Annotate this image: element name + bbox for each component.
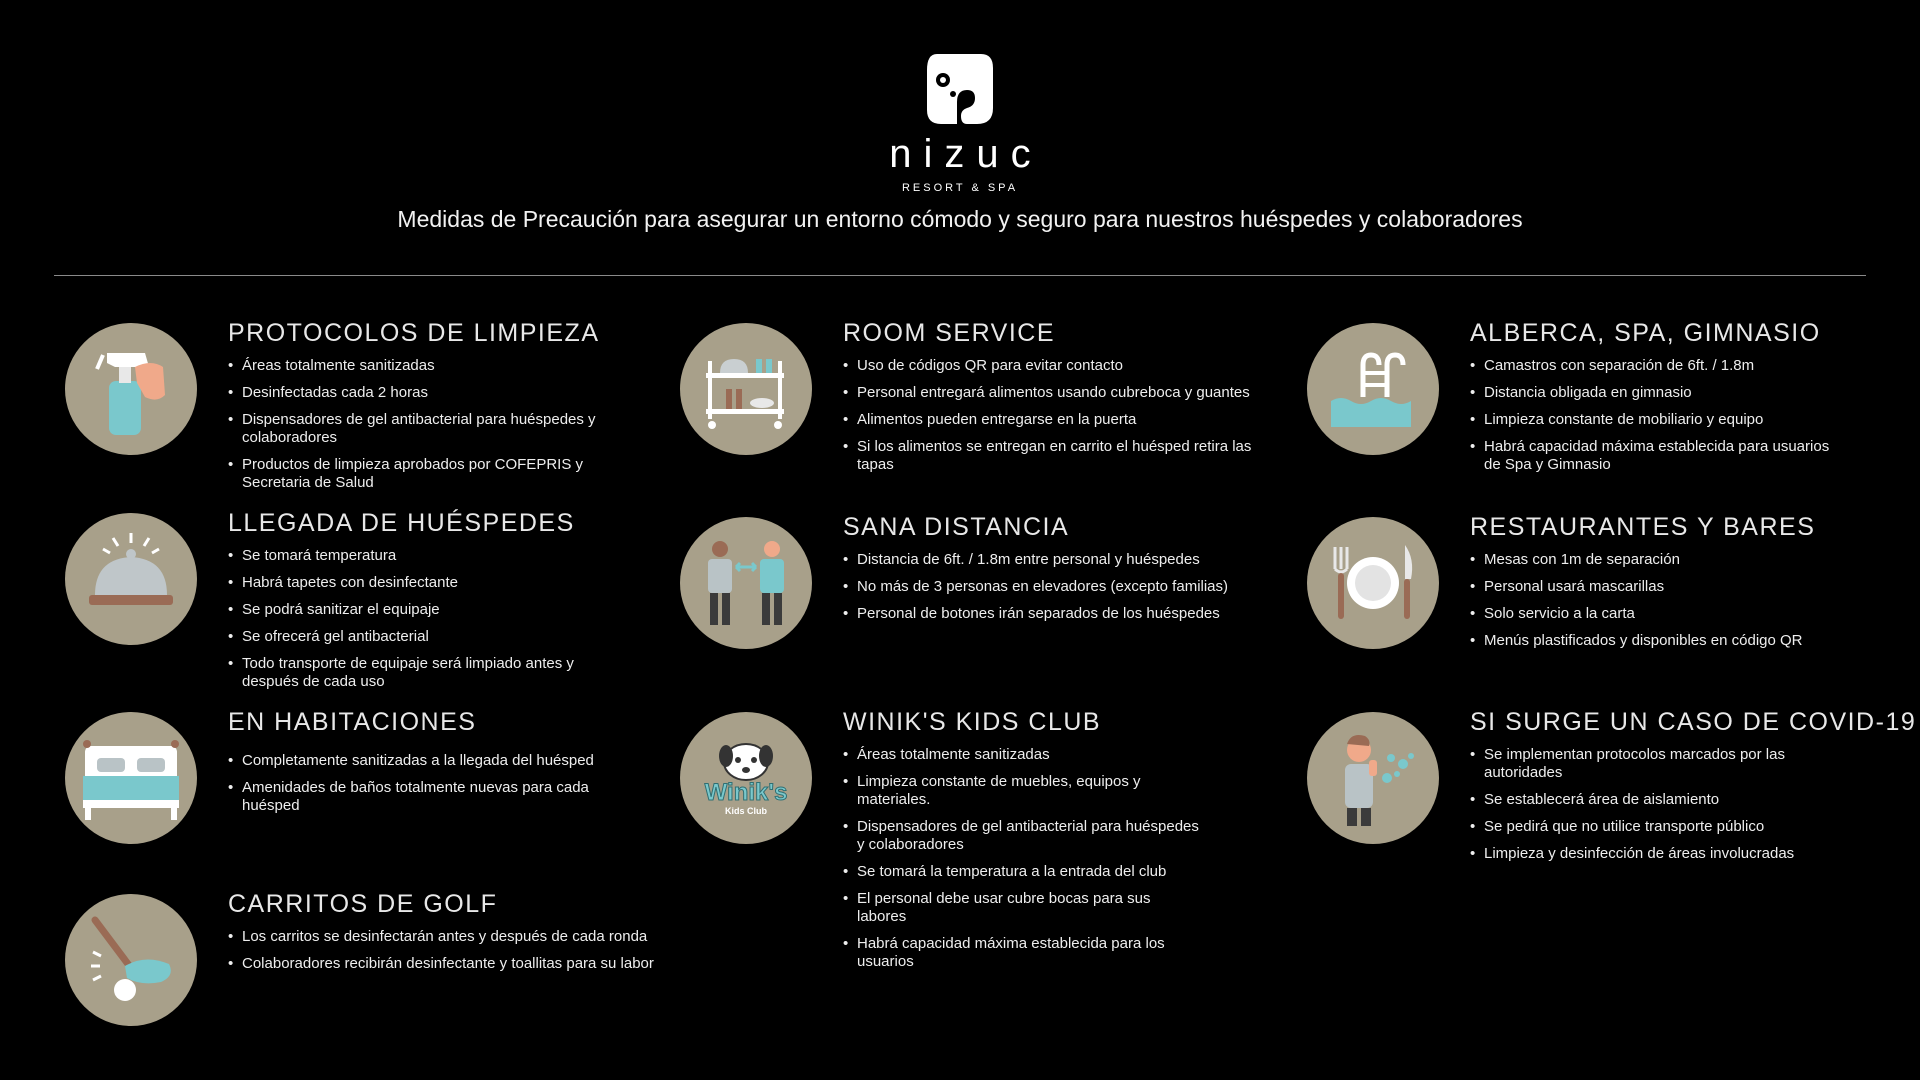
section-list: [1470, 746, 1850, 872]
brand-logo: [0, 50, 1920, 194]
sneezing-person-icon: [1307, 712, 1439, 844]
section-title: ALBERCA, SPA, GIMNASIO: [1470, 319, 1821, 347]
list-item: • Se implementan protocolos marcados por las autoridades: [1470, 746, 1850, 782]
brand-name: nizuc: [889, 132, 1043, 176]
list-item: • Camastros con separación de 6ft. / 1.8m: [1470, 357, 1850, 375]
page-subtitle: Medidas de Precaución para asegurar un entorno cómodo y seguro para nuestros huéspedes y colaboradores: [397, 206, 1523, 232]
section-title: PROTOCOLOS DE LIMPIEZA: [228, 319, 600, 347]
food-cart-icon: [680, 323, 812, 455]
social-distance-icon: [680, 517, 812, 649]
plate-cutlery-icon: [1307, 517, 1439, 649]
kids-logo-subtext: Kids Club: [725, 806, 767, 816]
list-item: • Limpieza constante de mobiliario y equipo: [1470, 411, 1850, 429]
list-item: • Desinfectadas cada 2 horas: [228, 384, 608, 402]
list-item: • Habrá capacidad máxima establecida para usuarios de Spa y Gimnasio: [1470, 438, 1850, 474]
list-item: • Los carritos se desinfectarán antes y después de cada ronda: [228, 928, 658, 946]
list-item: • Amenidades de baños totalmente nuevas para cada huésped: [228, 779, 608, 815]
list-item: • Se tomará la temperatura a la entrada del club: [843, 863, 1203, 881]
section-title: ROOM SERVICE: [843, 319, 1056, 347]
kids-logo-text: Winik's: [704, 779, 788, 806]
elephant-logo-icon: [923, 50, 997, 128]
list-item: • Personal usará mascarillas: [1470, 578, 1850, 596]
list-item: • Se establecerá área de aislamiento: [1470, 791, 1850, 809]
list-item: • Habrá capacidad máxima establecida para los usuarios: [843, 935, 1203, 971]
section-title: WINIK'S KIDS CLUB: [843, 708, 1102, 736]
section-list: [228, 928, 658, 982]
golf-club-icon: [65, 894, 197, 1026]
section-title: EN HABITACIONES: [228, 708, 477, 736]
list-item: • Se ofrecerá gel antibacterial: [228, 628, 608, 646]
list-item: • El personal debe usar cubre bocas para sus labores: [843, 890, 1203, 926]
list-item: • Productos de limpieza aprobados por COFEPRIS y Secretaria de Salud: [228, 456, 608, 492]
section-title: SANA DISTANCIA: [843, 513, 1070, 541]
section-title: SI SURGE UN CASO DE COVID-19: [1470, 708, 1917, 736]
service-bell-icon: [65, 513, 197, 645]
list-item: • Se podrá sanitizar el equipaje: [228, 601, 608, 619]
list-item: • Se tomará temperatura: [228, 547, 608, 565]
section-list: [228, 752, 608, 824]
list-item: • Distancia de 6ft. / 1.8m entre personal y huéspedes: [843, 551, 1263, 569]
spray-bottle-icon: [65, 323, 197, 455]
section-title: LLEGADA DE HUÉSPEDES: [228, 509, 575, 537]
list-item: • Habrá tapetes con desinfectante: [228, 574, 608, 592]
list-item: • Completamente sanitizadas a la llegada del huésped: [228, 752, 608, 770]
header-divider: [54, 275, 1866, 276]
list-item: • Mesas con 1m de separación: [1470, 551, 1850, 569]
bed-icon: [65, 712, 197, 844]
list-item: • Personal entregará alimentos usando cubreboca y guantes: [843, 384, 1263, 402]
list-item: • Se pedirá que no utilice transporte público: [1470, 818, 1850, 836]
list-item: • Limpieza constante de muebles, equipos y materiales.: [843, 773, 1203, 809]
section-list: [843, 551, 1263, 632]
kids-club-logo-icon: [680, 712, 812, 844]
section-list: [1470, 551, 1850, 659]
section-title: RESTAURANTES Y BARES: [1470, 513, 1816, 541]
list-item: • Colaboradores recibirán desinfectante y toallitas para su labor: [228, 955, 658, 973]
list-item: • Todo transporte de equipaje será limpiado antes y después de cada uso: [228, 655, 608, 691]
list-item: • Alimentos pueden entregarse en la puerta: [843, 411, 1263, 429]
list-item: • Menús plastificados y disponibles en código QR: [1470, 632, 1850, 650]
section-list: [228, 547, 608, 700]
section-list: [228, 357, 608, 501]
list-item: • Distancia obligada en gimnasio: [1470, 384, 1850, 402]
list-item: • Personal de botones irán separados de los huéspedes: [843, 605, 1263, 623]
section-list: [843, 357, 1263, 483]
section-title: CARRITOS DE GOLF: [228, 890, 498, 918]
list-item: • Si los alimentos se entregan en carrito el huésped retira las tapas: [843, 438, 1263, 474]
brand-tagline: RESORT & SPA: [901, 182, 1019, 194]
list-item: • Dispensadores de gel antibacterial para huéspedes y colaboradores: [228, 411, 608, 447]
section-list: [843, 746, 1203, 980]
section-list: [1470, 357, 1850, 483]
list-item: • No más de 3 personas en elevadores (excepto familias): [843, 578, 1263, 596]
list-item: • Áreas totalmente sanitizadas: [843, 746, 1203, 764]
list-item: • Uso de códigos QR para evitar contacto: [843, 357, 1263, 375]
list-item: • Áreas totalmente sanitizadas: [228, 357, 608, 375]
list-item: • Dispensadores de gel antibacterial para huéspedes y colaboradores: [843, 818, 1203, 854]
list-item: • Solo servicio a la carta: [1470, 605, 1850, 623]
list-item: • Limpieza y desinfección de áreas involucradas: [1470, 845, 1850, 863]
pool-ladder-icon: [1307, 323, 1439, 455]
